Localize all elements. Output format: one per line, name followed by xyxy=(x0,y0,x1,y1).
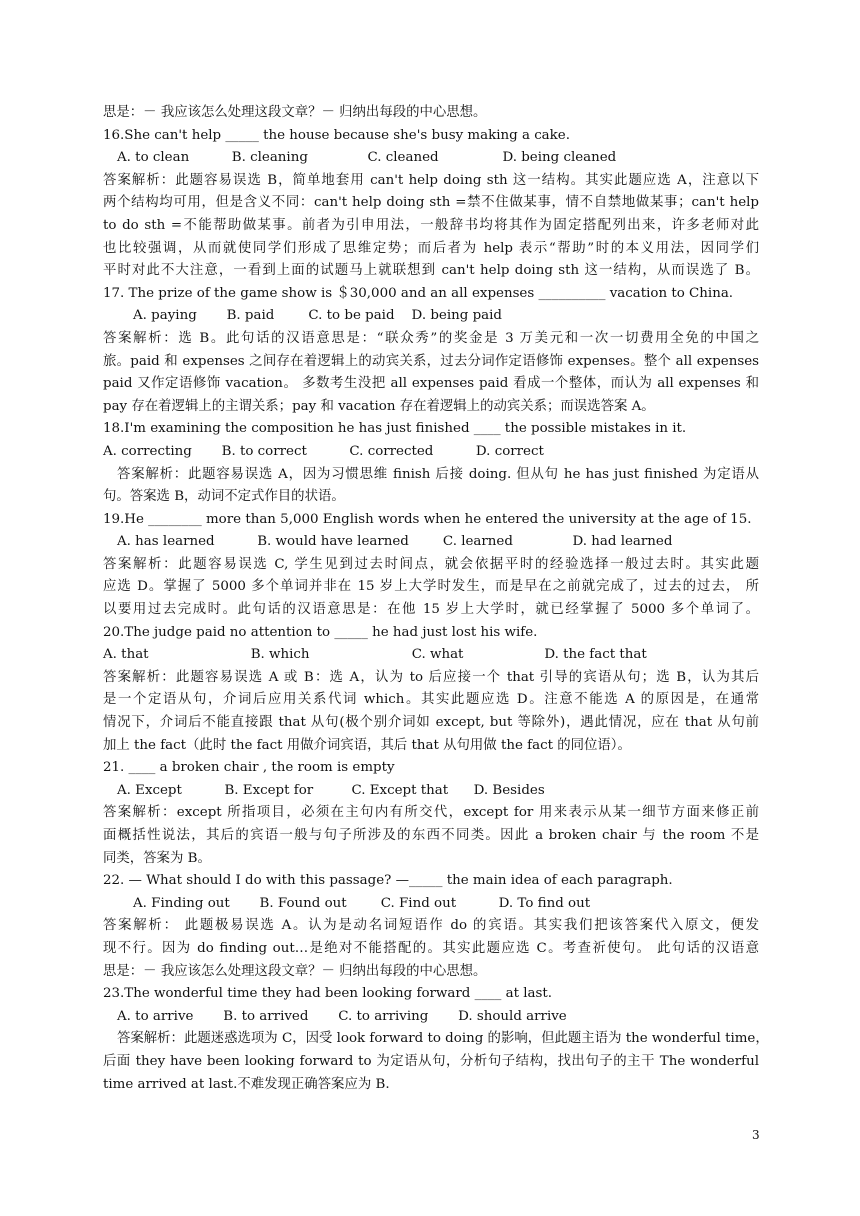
text-line: A. to arrive B. to arrived C. to arriving D. should arrive xyxy=(117,1008,567,1024)
page-number: 3 xyxy=(752,1128,760,1142)
text-line: 20.The judge paid no attention to _____ he had just lost his wife. xyxy=(103,624,538,640)
text-line: 也比较强调，从而就使同学们形成了思维定势；而后者为 help 表示“帮助”时的本义用法，因同学们 xyxy=(103,240,759,256)
text-line: A. Except B. Except for C. Except that D. Besides xyxy=(117,782,545,798)
text-line: 23.The wonderful time they had been looking forward ____ at last. xyxy=(103,986,553,1002)
text-line: 旅。paid 和 expenses 之间存在着逻辑上的动宾关系，过去分词作定语修饰 expenses。整个 all expenses xyxy=(103,353,759,369)
text-line: 思是：－ 我应该怎么处理这段文章？－ 归纳出每段的中心思想。 xyxy=(103,963,487,979)
text-line: 后面 they have been looking forward to 为定语从句，分析句子结构，找出句子的主干 The wonderful xyxy=(103,1053,759,1069)
text-line: 现不行。因为 do finding out…是绝对不能搭配的。其实此题应选 C。考查祈使句。 此句话的汉语意 xyxy=(103,940,759,956)
text-line: 21. ____ a broken chair , the room is empty xyxy=(103,760,395,776)
text-line: 两个结构均可用，但是含义不同：can't help doing sth =禁不住做某事，情不自禁地做某事；can't help xyxy=(103,195,759,211)
text-line: 答案解析：此题容易误选 B，简单地套用 can't help doing sth 这一结构。其实此题应选 A，注意以下 xyxy=(103,172,759,188)
text-line: 同类，答案为 B。 xyxy=(103,850,211,866)
text-line: pay 存在着逻辑上的主谓关系；pay 和 vacation 存在着逻辑上的动宾关系；而误选答案 A。 xyxy=(103,398,655,414)
text-line: time arrived at last.不难发现正确答案应为 B. xyxy=(103,1076,390,1092)
text-line: 以要用过去完成时。此句话的汉语意思是：在他 15 岁上大学时，就已经掌握了 5000 多个单词了。 xyxy=(103,602,759,618)
text-line: 22. — What should I do with this passage? —_____ the main idea of each paragraph. xyxy=(103,873,673,889)
text-line: A. Finding out B. Found out C. Find out D. To find out xyxy=(133,895,591,911)
text-line: 答案解析：此题容易误选 C, 学生见到过去时间点，就会依据平时的经验选择一般过去时。其实此题 xyxy=(103,556,759,572)
text-line: A. to clean B. cleaning C. cleaned D. being cleaned xyxy=(117,150,617,166)
text-line: 答案解析：此题容易误选 A，因为习惯思维 finish 后接 doing. 但从句 he has just finished 为定语从 xyxy=(117,466,759,482)
text-line: A. correcting B. to correct C. corrected D. correct xyxy=(103,443,544,459)
text-line: 答案解析：选 B。此句话的汉语意思是：“联众秀”的奖金是 3 万美元和一次一切费用全免的中国之 xyxy=(103,330,759,346)
text-line: 16.She can't help _____ the house because she's busy making a cake. xyxy=(103,127,570,143)
text-line: 应选 D。掌握了 5000 多个单词并非在 15 岁上大学时发生，而是早在之前就完成了，过去的过去， 所 xyxy=(103,579,759,595)
text-line: paid 又作定语修饰 vacation。 多数考生没把 all expenses paid 看成一个整体，而认为 all expenses 和 xyxy=(103,376,759,392)
text-line: 思是：－ 我应该怎么处理这段文章？－ 归纳出每段的中心思想。 xyxy=(103,105,487,120)
text-line: 是一个定语从句，介词后应用关系代词 which。其实此题应选 D。注意不能选 A 的原因是，在通常 xyxy=(103,692,759,708)
text-line: 18.I'm examining the composition he has just finished ____ the possible mistakes in it. xyxy=(103,421,687,437)
text-line: 19.He ________ more than 5,000 English words when he entered the university at the age of 15. xyxy=(103,511,752,527)
text-line: A. has learned B. would have learned C. learned D. had learned xyxy=(117,534,673,550)
text-line: 面概括性说法，其后的宾语一般与句子所涉及的东西不同类。因此 a broken chair 与 the room 不是 xyxy=(103,828,759,843)
text-line: 答案解析：此题容易误选 A 或 B：选 A，认为 to 后应接一个 that 引导的宾语从句；选 B，认为其后 xyxy=(103,669,759,685)
text-line: 情况下，介词后不能直接跟 that 从句(极个别介词如 except, but 等除外)，遇此情况，应在 that 从句前 xyxy=(103,715,759,731)
text-line: 加上 the fact（此时 the fact 用做介词宾语，其后 that 从句用做 the fact 的同位语）。 xyxy=(103,737,631,753)
text-line: to do sth =不能帮助做某事。前者为引申用法，一般辞书均将其作为固定搭配列出来，许多老师对此 xyxy=(103,217,759,233)
document-body xyxy=(103,102,769,1096)
text-line: 答案解析：except 所指项目，必须在主句内有所交代，except for 用来表示从某一细节方面来修正前 xyxy=(103,805,759,821)
text-line: A. paying B. paid C. to be paid D. being paid xyxy=(133,308,502,324)
text-line: 平时对此不大注意，一看到上面的试题马上就联想到 can't help doing sth 这一结构，从而误选了 B。 xyxy=(103,263,759,279)
text-line: A. that B. which C. what D. the fact that xyxy=(103,647,647,663)
text-line: 句。答案选 B，动词不定式作目的状语。 xyxy=(103,489,345,505)
text-line: 答案解析： 此题极易误选 A。认为是动名词短语作 do 的宾语。其实我们把该答案代入原文，便发 xyxy=(103,918,759,934)
text-line: 答案解析：此题迷惑选项为 C，因受 look forward to doing 的影响，但此题主语为 the wonderful time， xyxy=(117,1031,769,1047)
text-line: 17. The prize of the game show is ＄30,000 and an all expenses __________ vacation to China. xyxy=(103,285,734,301)
